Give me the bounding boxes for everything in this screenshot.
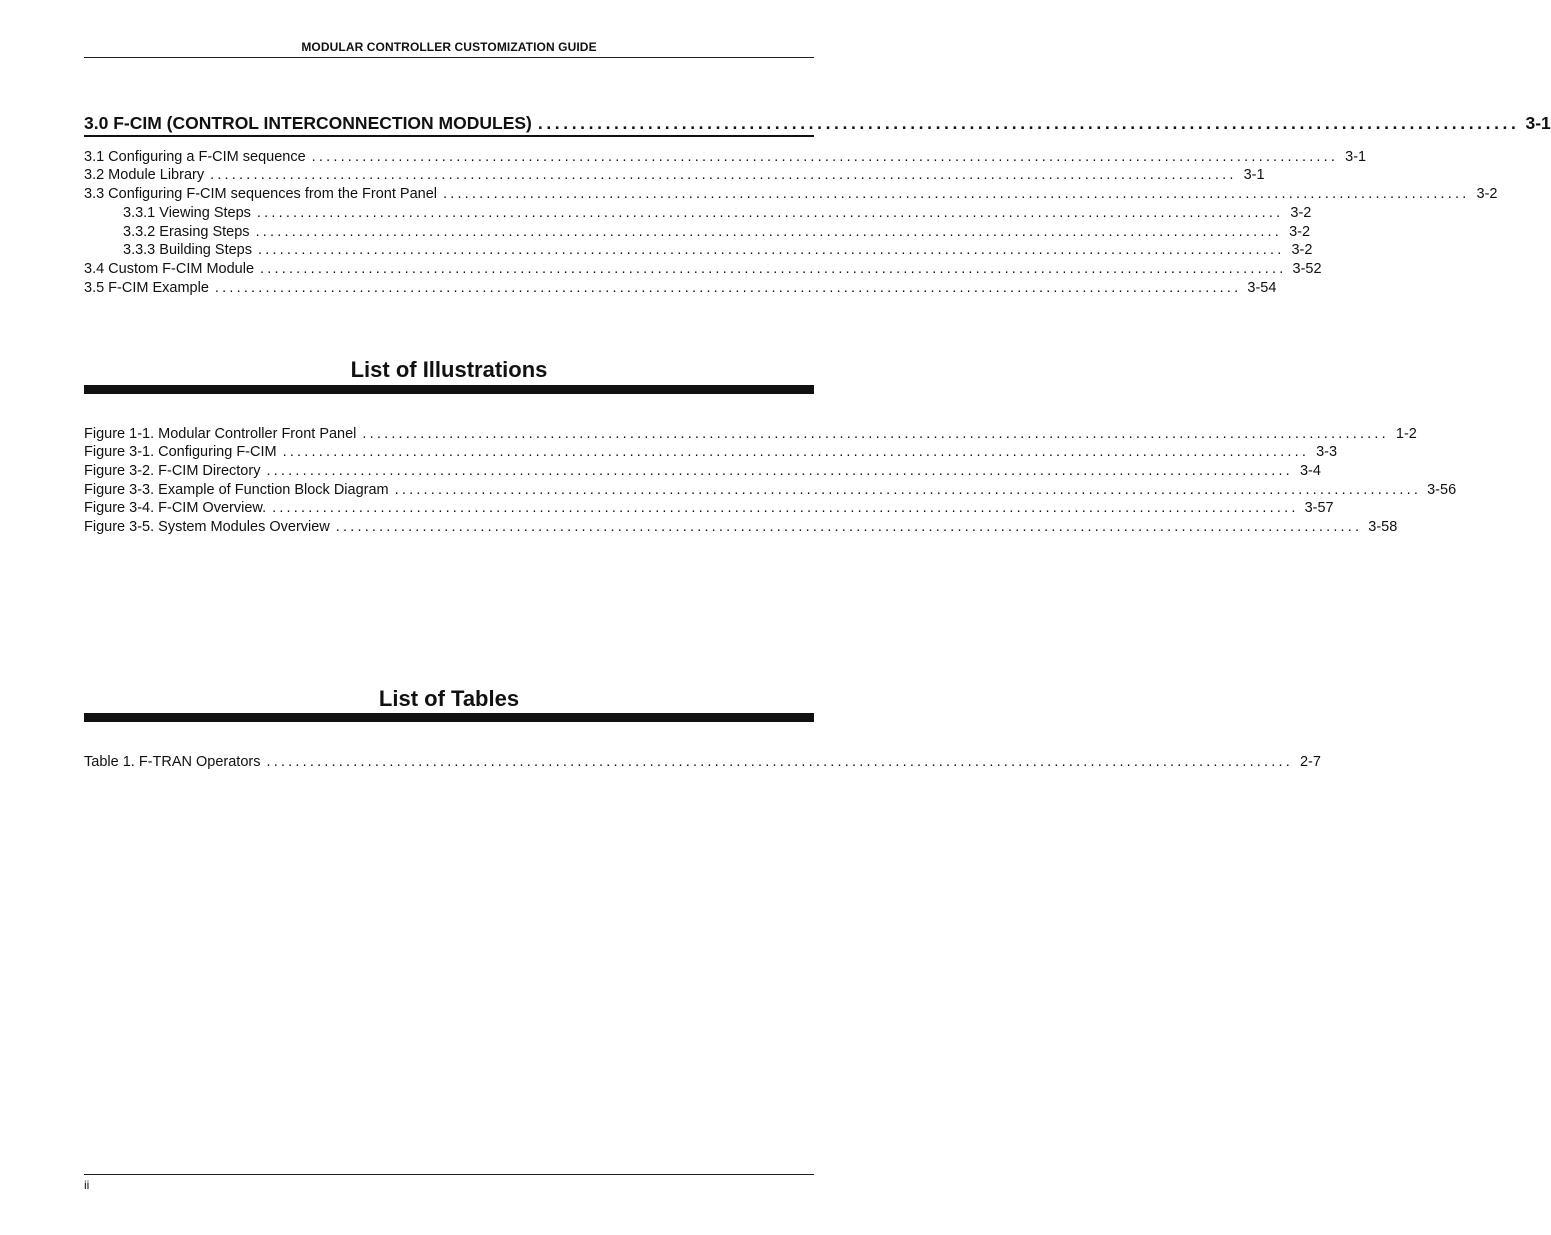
- toc-figure-entry[interactable]: [84, 425, 1417, 443]
- footer-rule: [84, 1174, 814, 1175]
- toc-entry-page: 2-7: [1299, 754, 1321, 770]
- toc-chapter-label: 3.0 F-CIM (CONTROL INTERCONNECTION MODULES): [84, 113, 532, 133]
- tables-title: List of Tables: [378, 686, 520, 711]
- toc-entry[interactable]: [84, 279, 1277, 297]
- toc-chapter-page: 3-1: [1525, 113, 1551, 133]
- toc-entry-label: Figure 3-2. F-CIM Directory: [84, 463, 261, 479]
- toc-entry-page: 3-58: [1368, 519, 1398, 535]
- toc-entry[interactable]: [84, 185, 1498, 203]
- toc-leader-dots: ..............................................................................................................................................: [255, 224, 1283, 240]
- toc-entry-page: 3-2: [1289, 224, 1311, 240]
- toc-entry-page: 3-57: [1304, 500, 1334, 516]
- chapter-rule: [84, 135, 814, 137]
- toc-entry-label: Figure 1-1. Modular Controller Front Panel: [84, 426, 357, 442]
- toc-leader-dots: ..............................................................................................................................................: [443, 186, 1470, 202]
- toc-leader-dots: ..............................................................................................................................................: [210, 167, 1237, 183]
- toc-entry-page: 1-2: [1395, 426, 1417, 442]
- toc-entry[interactable]: [84, 148, 1367, 166]
- toc-figure-entry[interactable]: [84, 499, 1334, 517]
- toc-entry-page: 3-1: [1243, 167, 1265, 183]
- toc-figure-entry[interactable]: [84, 443, 1338, 461]
- toc-entry[interactable]: [123, 223, 1311, 241]
- illustrations-bar: [84, 385, 814, 394]
- toc-leader-dots: ..............................................................................................................................................: [256, 205, 1284, 221]
- toc-leader-dots: ..............................................................................................................................................: [311, 149, 1339, 165]
- toc-entry-label: Figure 3-4. F-CIM Overview.: [84, 500, 267, 516]
- toc-entry[interactable]: [123, 204, 1312, 222]
- toc-entry-label: 3.2 Module Library: [84, 167, 205, 183]
- toc-entry-page: 3-2: [1476, 186, 1498, 202]
- toc-leader-dots: ..............................................................................................................................................: [257, 242, 1285, 258]
- toc-entry[interactable]: [123, 241, 1313, 259]
- toc-entry-label: Figure 3-1. Configuring F-CIM: [84, 444, 277, 460]
- toc-figure-entry[interactable]: [84, 518, 1398, 536]
- tables-bar: [84, 713, 814, 722]
- toc-entry-label: 3.3.2 Erasing Steps: [123, 224, 250, 240]
- toc-entry-label: Figure 3-3. Example of Function Block Diagram: [84, 482, 389, 498]
- page-header: MODULAR CONTROLLER CUSTOMIZATION GUIDE: [301, 40, 597, 54]
- toc-leader-dots: ..............................................................................................................................................: [260, 261, 1287, 277]
- toc-entry[interactable]: [84, 166, 1265, 184]
- toc-leader-dots: ..............................................................................................................................................: [335, 519, 1363, 535]
- toc-entry-label: 3.3.3 Building Steps: [123, 242, 252, 258]
- toc-entry-label: Table 1. F-TRAN Operators: [84, 754, 261, 770]
- toc-table-entry[interactable]: [84, 753, 1321, 771]
- toc-figure-entry[interactable]: [84, 462, 1321, 480]
- toc-leader-dots: ..............................................................................................................................................: [282, 444, 1310, 460]
- toc-entry-label: 3.5 F-CIM Example: [84, 280, 209, 296]
- toc-entry-label: 3.3 Configuring F-CIM sequences from the Front Panel: [84, 186, 437, 202]
- toc-entry-page: 3-54: [1247, 280, 1277, 296]
- toc-entry-page: 3-1: [1345, 149, 1367, 165]
- header-rule: [84, 57, 814, 58]
- toc-entry-page: 3-52: [1292, 261, 1322, 277]
- toc-leader-dots: ..............................................................................................................................................: [214, 280, 1242, 296]
- toc-entry[interactable]: [84, 260, 1322, 278]
- toc-entry-page: 3-56: [1427, 482, 1457, 498]
- toc-leader-dots: ..............................................................................................................................................: [266, 754, 1293, 770]
- illustrations-title: List of Illustrations: [350, 357, 548, 382]
- toc-entry-page: 3-4: [1299, 463, 1321, 479]
- toc-entry-label: Figure 3-5. System Modules Overview: [84, 519, 330, 535]
- toc-entry-label: 3.4 Custom F-CIM Module: [84, 261, 255, 277]
- toc-leader-dots: ....................................................................................................................: [537, 113, 1520, 133]
- page-number: ii: [84, 1178, 90, 1192]
- toc-entry-label: 3.1 Configuring a F-CIM sequence: [84, 149, 306, 165]
- toc-leader-dots: ..............................................................................................................................................: [266, 463, 1293, 479]
- toc-entry-label: 3.3.1 Viewing Steps: [123, 205, 251, 221]
- toc-leader-dots: ..............................................................................................................................................: [394, 482, 1422, 498]
- toc-entry-page: 3-3: [1316, 444, 1338, 460]
- toc-leader-dots: ..............................................................................................................................................: [362, 426, 1389, 442]
- toc-chapter-entry[interactable]: [84, 112, 1551, 134]
- toc-leader-dots: ..............................................................................................................................................: [272, 500, 1299, 516]
- toc-entry-page: 3-2: [1291, 242, 1313, 258]
- toc-entry-page: 3-2: [1290, 205, 1312, 221]
- toc-figure-entry[interactable]: [84, 481, 1457, 499]
